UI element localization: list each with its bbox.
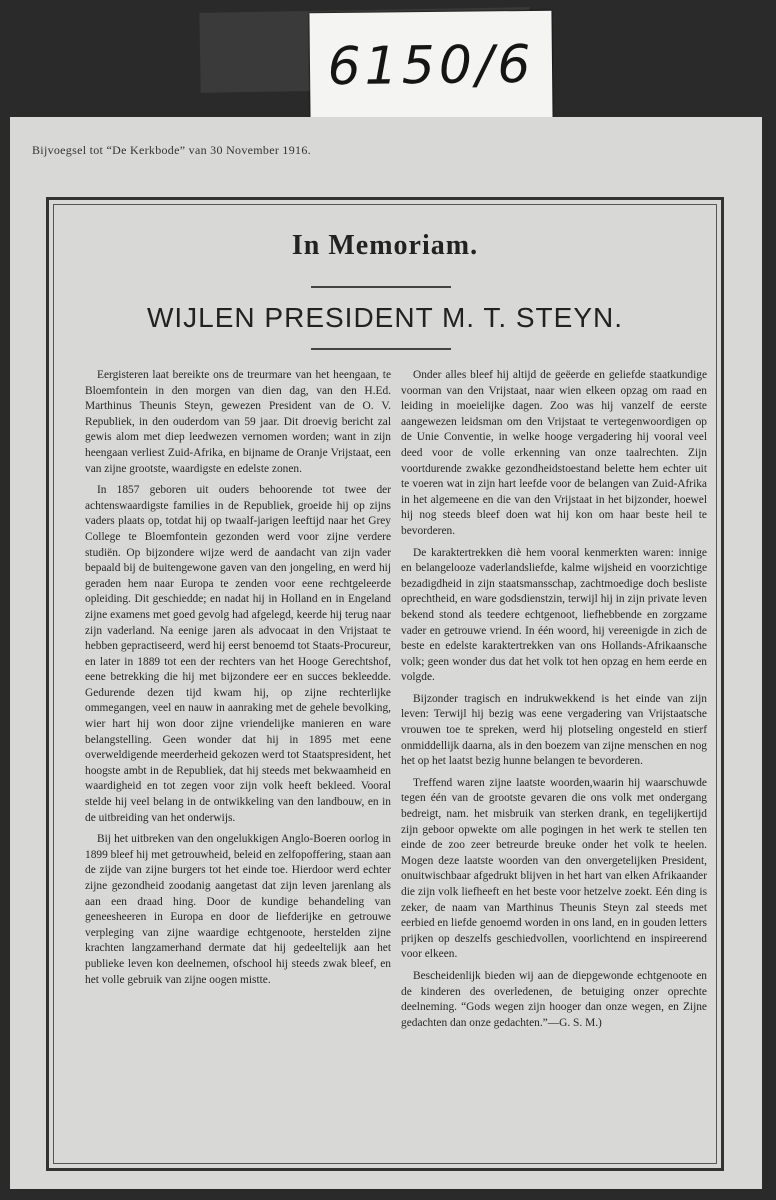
supplement-line: Bijvoegsel tot “De Kerkbode” van 30 November 1916. [32,143,311,157]
page-title: WIJLEN PRESIDENT M. T. STEYN. [146,302,624,333]
divider-rule [311,286,451,288]
newspaper-sheet [10,117,762,1189]
right-column [401,368,707,1037]
left-column [85,368,391,994]
right-paragraph-5: Bescheidenlijk bieden wij aan de diepgewonde echtgenoote en de kinderen des overledenen, de betuiging onzer oprechte deelneming. “Gods wegen zijn hooger dan onze wegen, en Zijne gedachten dan onze gedachten.”—G. S. M.) [401,969,707,1029]
catalog-label: 6150/6 [327,34,535,98]
right-paragraph-4: Treffend waren zijne laatste woorden,waarin hij waarschuwde tegen één van de grootste gevaren die ons volk met ondergang bedreigt, nam. het misbruik van sterken drank, en tegelijkertijd zijn geboor opwekte om alle pogingen in het werk te stellen ten einde de zoo zeer betreurde breuke onder het volk te heelen. Mogen deze laatste woorden van den onvergetelijken President, onuitwischbaar afgedrukt blijven in het hart van elken Afrikaander die zijn volk liefheeft en het beste voor hetzelve zoekt. Eén ding is zeker, de naam van Marthinus Theunis Steyn zal steeds met eerbied en liefde genoemd worden in ons land, en in gouden letters prijken op deszelfs geschiedvollen, voorlichtend en inspireerend voor elkeen. [401,776,707,961]
left-paragraph-3: Bij het uitbreken van den ongelukkigen Anglo-Boeren oorlog in 1899 bleef hij met getrouwheid, beleid en zelfopoffering, staan aan de zijde van zijne burgers tot het einde toe. Hierdoor werd echter zijne gezondheid zoodanig aangetast dat zijn leven jarenlang als aan een draad hing. Door de kundige behandeling van geneesheeren in Europa en door de liefderijke en getrouwe verpleging van zijne waardige echtgenoote, herstelden zijne krachten langzamerhand dermate dat hij gedeeltelijk aan het publieke leven kon deelnemen, ofschool hij steeds zwak bleef, en het volle gebruik van zijne oogen mistte. [85,833,391,986]
catalog-label-card [309,11,552,122]
left-paragraph-2: In 1857 geboren uit ouders behoorende tot twee der achtenswaardigste families in de Republiek, groeide hij op zijns vaders plaats op, totdat hij op twaalf-jarigen leeftijd naar het Grey College te Bloemfontein gezonden werd voor zijne verdere studiën. Op bijzondere wijze werd de aandacht van zijn vader bepaald bij de buitengewone gaven van den jongeling, en werd hij geraden hem naar Europa te zenden voor eene rechtgeleerde opleiding. Dit geschiedde; en nadat hij in Holland en in Engeland zijne examens met goed gevolg had afgelegd, keerde hij terug naar zijn vaderland. Na eenige jaren als advocaat in den Vrijstaat te hebben gepractiseerd, werd hij eerst benoemd tot Staats-Procureur, en later in 1889 tot een der rechters van het Hooge Gerechtshof, eene betrekking die hij met bijzondere eer en succes bekleedde. Gedurende dezen tijd kwam hij, op zijne rechterlijke ommegangen, veel en nauw in aanraking met de gehele bevolking, wier hart hij won door zijne vriendelijke manieren en ware belangstelling. Geen wonder dat hij in 1895 met eene overweldigende meerderheid gekozen werd tot Staatspresident, het hoogste ambt in de Republiek, dat hij steeds met bekwaamheid en waardigheid en tot zegen voor zijn volk heeft bekleed. Vooral stelde hij veel belang in de ontwikkeling van den landbouw, en in de uitbreiding van het onderwijs. [85,484,391,824]
left-paragraph-1: Eergisteren laat bereikte ons de treurmare van het heengaan, te Bloemfontein in den morgen van dien dag, van den H.Ed. Marthinus Theunis Steyn, gewezen President van de O. V. Republiek, in den ouderdom van 59 jaar. Dit droevig bericht zal gewis alom met diep leedwezen vernomen worden; want in zijn heengaan verliest Zuid-Afrika, en bijname de Oranje Vrijstaat, een van zijne grootste, waardigste en edelste zonen. [85,369,391,475]
right-paragraph-3: Bijzonder tragisch en indrukwekkend is het einde van zijn leven: Terwijl hij bezig was eene vergadering van Vrijstaatsche vrouwen toe te spreken, werd hij plotseling ongesteld en stierf onmiddellijk daarna, als in den boezem van zijne menschen en nog het op het laatst bezig hunne belangen te bevorderen. [401,692,707,768]
memoriam-heading: In Memoriam. [291,230,479,261]
right-paragraph-2: De karaktertrekken diè hem vooral kenmerkten waren: innige en belangelooze vaderlandsliefde, kalme wijsheid en voorzichtige bezadigdheid in zijn staatsmansschap, zachtmoedige doch besliste oprechtheid, en ware godsdienstzin, terwijl hij in zijn private leven bekend stond als teedere echtgenoot, liefhebbende en zorgzame vader en getrouwe vriend. In één woord, hij vereenigde in zich de beste en edelste karaktertrekken van ons Hollands-Afrikaansche volk; geen wonder dus dat het volk tot hen opzag en hem eerde en volgde. [401,546,707,684]
right-paragraph-1: Onder alles bleef hij altijd de geëerde en geliefde staatkundige voorman van den Vrijstaat, naar wien elkeen opzag om raad en leiding in moeielijke dagen. Zoo was hij vanzelf de eerste aangewezen leidsman om den Vrijstaat te vertegenwoordigen op de Unie Conventie, in welke hooge vergadering hij vooral veel deed voor de volle erkenning van onze taalrechten. Zijn voortdurende zwakke gezondheidstoestand belette hem echter uit te voeren wat in zijn hart leefde voor de belangen van Zuid-Afrika in het algemeene en die van den Vrijstaat in het bijzonder, hoewel hij nog steeds bleef doen wat hij kon om haar beste heil te bevorderen. [401,369,707,537]
divider-rule [311,348,451,350]
memorial-frame [46,197,724,1171]
